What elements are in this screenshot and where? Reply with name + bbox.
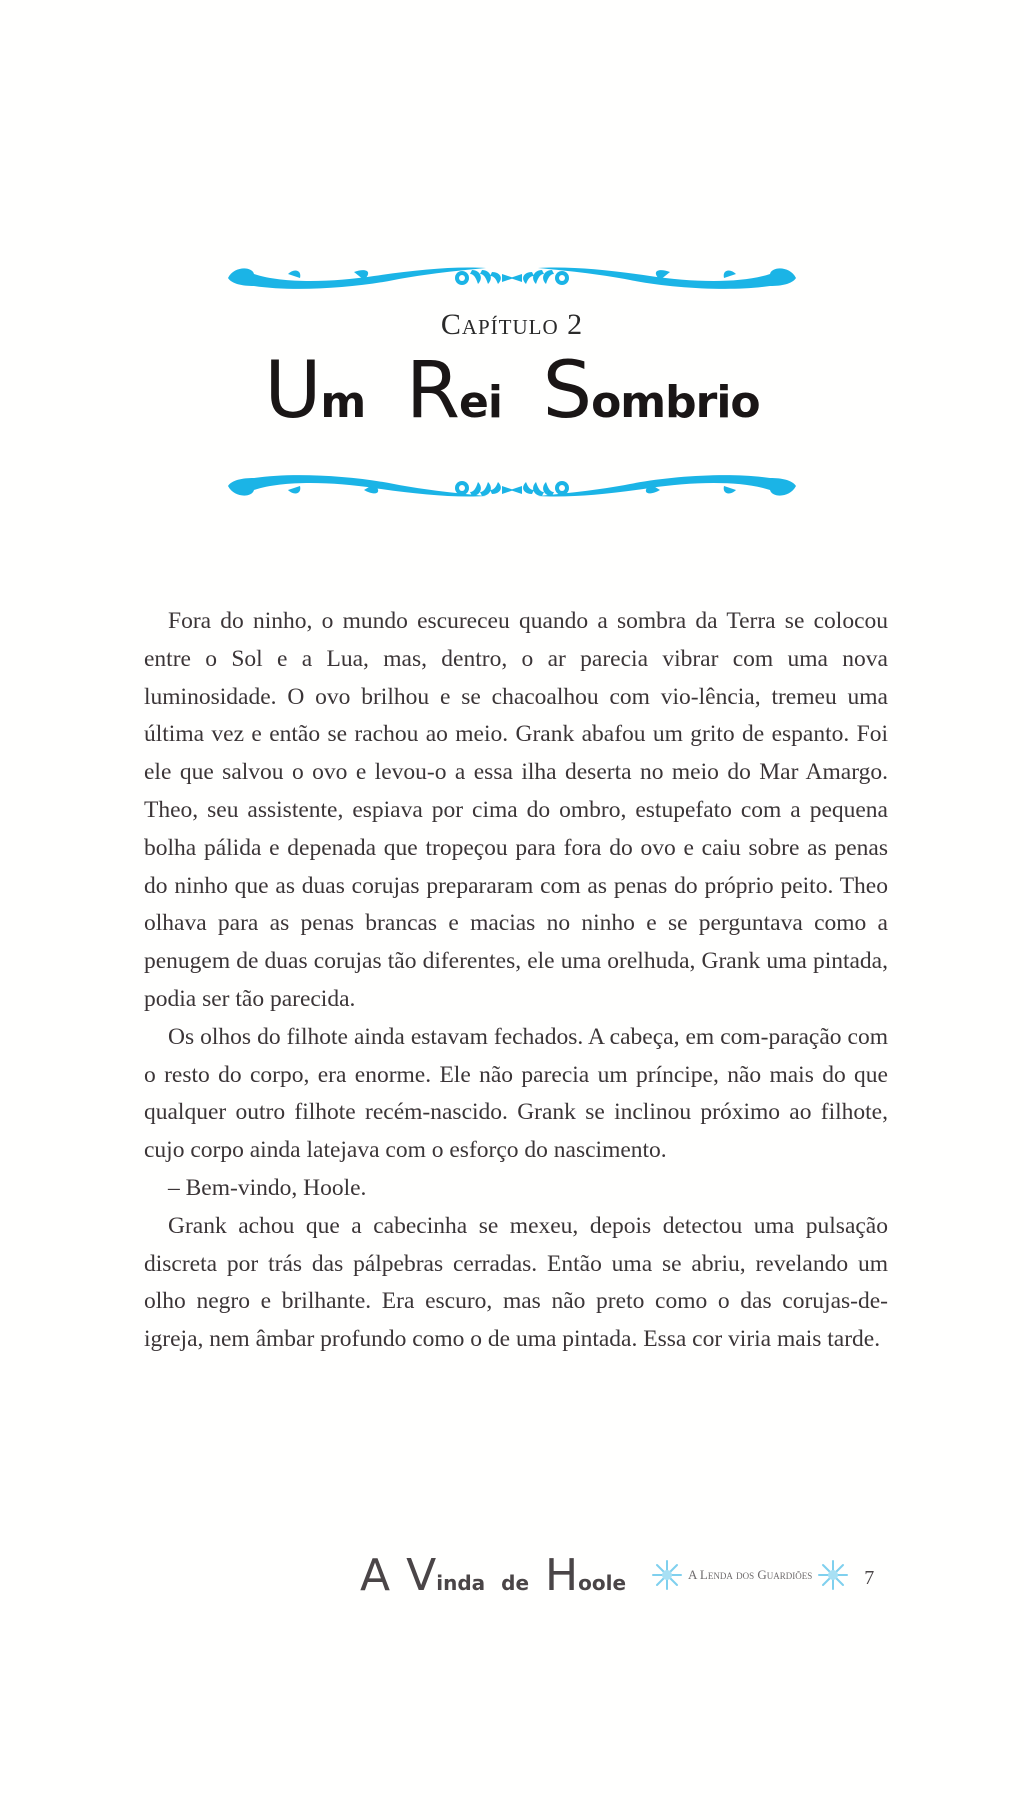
snowflake-icon (816, 1558, 850, 1592)
book-title-word: Vinda (406, 1550, 486, 1601)
chapter-title (0, 346, 1024, 436)
snowflake-icon (650, 1558, 684, 1592)
flourish-divider-top-icon (224, 248, 800, 298)
paragraph: Fora do ninho, o mundo escureceu quando a sombra da Terra se colocou entre o Sol e a Lua, mas, dentro, o ar parecia vibrar com uma nova luminosidade. O ovo brilhou e se chacoalhou com vio-lência, tremeu uma última vez e então se rachou ao meio. Grank abafou um grito de espanto. Foi ele que salvou o ovo e levou-o a essa ilha deserta no meio do Mar Amargo. Theo, seu assistente, espiava por cima do ombro, estupefato com a pequena bolha pálida e depenada que tropeçou para fora do ovo e caiu sobre as penas do ninho que as duas corujas prepararam com as penas do próprio peito. Theo olhava para as penas brancas e macias no ninho e se perguntava como a penugem de duas corujas tão diferentes, ele uma orelhuda, Grank uma pintada, podia ser tão parecida. (144, 608, 888, 1012)
dialogue-line: – Bem-vindo, Hoole. (168, 1174, 367, 1201)
series-label (650, 1558, 850, 1592)
flourish-divider-bottom-icon (224, 462, 800, 512)
chapter-title-word: Rei (405, 346, 502, 436)
series-name: A Lenda dos Guardiões (688, 1567, 813, 1582)
paragraph: Grank achou que a cabecinha se mexeu, depois detectou uma pulsação discreta por trás das pálpebras cerradas. Então uma se abriu, revelando um olho negro e brilhante. Era escuro, mas não preto como o das corujas-de-igreja, nem âmbar profundo como o de uma pintada. Essa cor viria mais tarde. (144, 1212, 888, 1353)
chapter-body (144, 603, 888, 1359)
book-title-word: de (501, 1571, 530, 1595)
chapter-label: Capítulo 2 (440, 308, 584, 341)
chapter-title-word: Um (264, 346, 366, 436)
running-footer (360, 1548, 960, 1601)
book-title-word: A (360, 1550, 391, 1601)
book-title-word: Hoole (545, 1550, 627, 1601)
chapter-title-word: Sombrio (542, 346, 760, 436)
paragraph: Os olhos do filhote ainda estavam fechados. A cabeça, em com-paração com o resto do corpo, era enorme. Ele não parecia um príncipe, não mais do que qualquer outro filhote recém-nascido. Grank se inclinou próximo ao filhote, cujo corpo ainda latejava com o esforço do nascimento. (144, 1023, 888, 1164)
page-number: 7 (864, 1567, 875, 1589)
book-title (360, 1550, 642, 1601)
